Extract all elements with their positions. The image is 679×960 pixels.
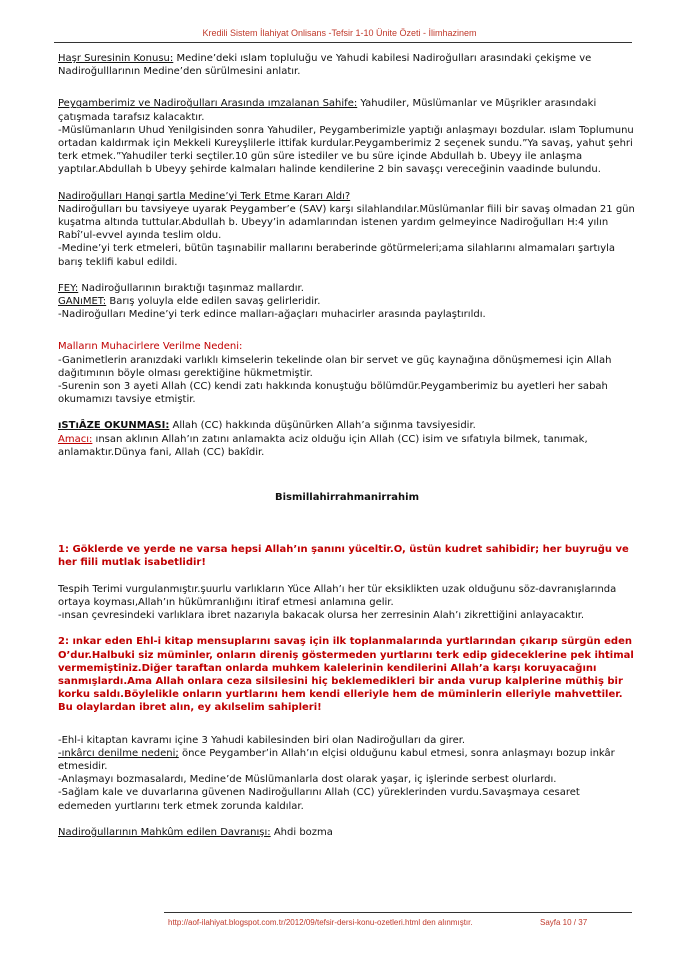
amac-label: Amacı: (58, 433, 93, 445)
karar-paragraph-2: -Medine’yi terk etmeleri, bütün taşınabilir mallarını beraberinde götürmeleri;ama silahlarını almamaları şartıyla barış teklifi kabul edildi. (58, 243, 616, 268)
amac-text: ınsan aklının Allah’ın zatını anlamakta aciz olduğu için Allah (CC) isim ve sıfatıyla bilmek, tanımak, anlamaktır.Dünya fani, Allah (CC) bakîdir. (58, 433, 588, 458)
ayet2-paragraph-3: -Anlaşmayı bozmasalardı, Medine’de Müslümanlarla dost olarak yaşar, iç işlerinde serbest olurlardı. (58, 774, 557, 786)
header-divider (54, 42, 632, 43)
karar-paragraph-1: Nadiroğulları bu tavsiyeye uyarak Peygamber’e (SAV) karşı silahlandılar.Müslümanlar fiili bir savaş olmadan 21 gün kuşatma altında tuttular.Abdullah b. Ubeyy’in adamlarından istenen yardım gelmeyince Nadiroğulları H:4 yılın Rabî’ul-evvel ayında teslim oldu. (58, 203, 635, 242)
inkar-paragraph (58, 747, 636, 773)
fey-paragraph-3: -Nadiroğulları Medine’yi terk edince malları-ağaçları muhacirler arasında paylaştırıldı. (58, 309, 486, 321)
inkar-label: -ınkârcı denilme nedeni; (58, 747, 179, 759)
karar-heading: Nadiroğulları Hangi şartla Medine’yi Terk Etme Kararı Aldı? (58, 190, 351, 202)
muhacir-paragraph-2: -Surenin son 3 ayeti Allah (CC) kendi zatı hakkında konuştuğu bölümdür.Peygamberimiz bu ayetleri her sabah okumamızı tavsiye etmiştir. (58, 381, 608, 406)
ayet2-paragraph-1: -Ehl-i kitaptan kavramı içine 3 Yahudi kabilesinden biri olan Nadiroğulları da girer. (58, 734, 466, 746)
document-body (58, 52, 636, 839)
fey-heading: FEY: (58, 282, 79, 294)
ayet1-paragraph-2: -ınsan çevresindeki varlıklara ibret nazarıyla bakacak olursa her zerresinin Alah’ı zikrettiğini anlayacaktır. (58, 610, 585, 622)
hasr-text: Medine’deki ıslam topluluğu ve Yahudi kabilesi Nadiroğulları arasındaki çekişme ve Nadiroğulllarının Medine’den sürülmesini anlatır. (58, 53, 592, 78)
fey-text: Nadiroğullarının bıraktığı taşınmaz mallardır. (78, 282, 304, 294)
ayet1-text: 1: Göklerde ve yerde ne varsa hepsi Allah’ın şanını yüceltir.O, üstün kudret sahibidir; her buyruğu ve her fiili mutlak isabetlidir! (58, 544, 629, 569)
footer-divider (164, 912, 632, 913)
hasr-heading: Haşr Suresinin Konusu: (58, 53, 174, 64)
mahkum-text: Ahdi bozma (270, 826, 333, 838)
ayet1-paragraph-1: Tespih Terimi vurgulanmıştır.şuurlu varlıkların Yüce Allah’ı her tür eksiklikten uzak olduğunu söz-davranışlarında ortaya koyması,Allah’ın hükümranlığını itiraf etmesi anlamına gelir. (58, 583, 617, 608)
muhacir-heading: Malların Muhacirlere Verilme Nedeni: (58, 341, 243, 353)
footer-url: http://aof-ilahiyat.blogspot.com.tr/2012/09/tefsir-dersi-konu-ozetleri.html den alınmıştır. (168, 918, 473, 927)
sahife-heading: Peygamberimiz ve Nadiroğulları Arasında ımzalanan Sahife: (58, 98, 358, 110)
ayet2-paragraph-4: -Sağlam kale ve duvarlarına güvenen Nadiroğullarını Allah (CC) yüreklerinden vurdu.Savaşmaya cesaret edemeden yurtlarını terk etmek zorunda kaldılar. (58, 787, 580, 812)
hasr-paragraph (58, 52, 636, 78)
page-header: Kredili Sistem İlahiyat Onlisans -Tefsir 1-10 Ünite Özeti - İlimhazinem (202, 28, 477, 38)
istiaze-heading: ıSTıÂZE OKUNMASI: (58, 420, 170, 432)
ayet2-text: 2: ınkar eden Ehl-i kitap mensuplarını savaş için ilk toplanmalarında yurtlarından çıkarıp sürgün eden O’dur.Halbuki siz müminler, onların direniş göstermeden yurtlarını terk edip gideceklerine pek ihtimal vermemiştiniz.Diğer taraftan onlarda muhkem kalelerinin kendilerini Allah’a karşı koruyacağını sanmışlardı.Ama Allah onlara ceza silsilesini hiç beklemedikleri bir anda vurup kalplerine müthiş bir korku saldı.Böylelikle onların yurtlarını hem kendi elleriyle hem de müminlerin elleriyle mahvettiler. Bu olaylardan ibret alın, ey akılselim sahipleri! (58, 636, 634, 714)
istiaze-line (58, 419, 636, 432)
mahkum-line (58, 826, 636, 839)
amac-paragraph (58, 433, 636, 459)
ganimet-line (58, 295, 636, 308)
sahife-paragraph (58, 97, 636, 123)
ganimet-heading: GANıMET: (58, 296, 107, 308)
inkar-text: önce Peygamber’in Allah’ın elçisi olduğunu kabul etmesi, sonra anlaşmayı bozup inkâr etmesidir. (58, 747, 615, 772)
fey-line (58, 282, 636, 295)
page-number: Sayfa 10 / 37 (540, 918, 588, 927)
muhacir-paragraph-1: -Ganimetlerin aranızdaki varlıklı kimselerin tekelinde olan bir servet ve güç kaynağına dönüşmemesi için Allah dağıtımının böyle olması gerektiğine hükmetmiştir. (58, 354, 612, 379)
besmele-title: Bismillahirrahmanirrahim (274, 492, 420, 504)
ganimet-text: Barış yoluyla elde edilen savaş gelirleridir. (106, 296, 321, 308)
sahife-text: Yahudiler, Müslümanlar ve Müşrikler arasındaki çatışmada tarafsız kalacaktır. (58, 98, 597, 123)
mahkum-heading: Nadiroğullarının Mahkûm edilen Davranışı: (58, 826, 271, 838)
sahife-paragraph-2: -Müslümanların Uhud Yenilgisinden sonra Yahudiler, Peygamberimizle yaptığı anlaşmayı bozdular. ıslam Toplumunu ortadan kaldırmak için Mekkeli Kureyşlilerle ittifak kurdular.Peygamberimiz 2 seçenek sundu.”Ya savaş, yahut şehri terk etmek.”Yahudiler terki seçtiler.10 gün süre istediler ve bu süre içinde Abdullah b. Ubeyy ile anlaşma yaptılar.Abdullah b Ubeyy şehirde kalmaları halinde kendilerine 2 bin savaşçı vereceğinin vaadinde bulundu. (58, 124, 634, 176)
istiaze-text: Allah (CC) hakkında düşünürken Allah’a sığınma tavsiyesidir. (169, 420, 476, 432)
